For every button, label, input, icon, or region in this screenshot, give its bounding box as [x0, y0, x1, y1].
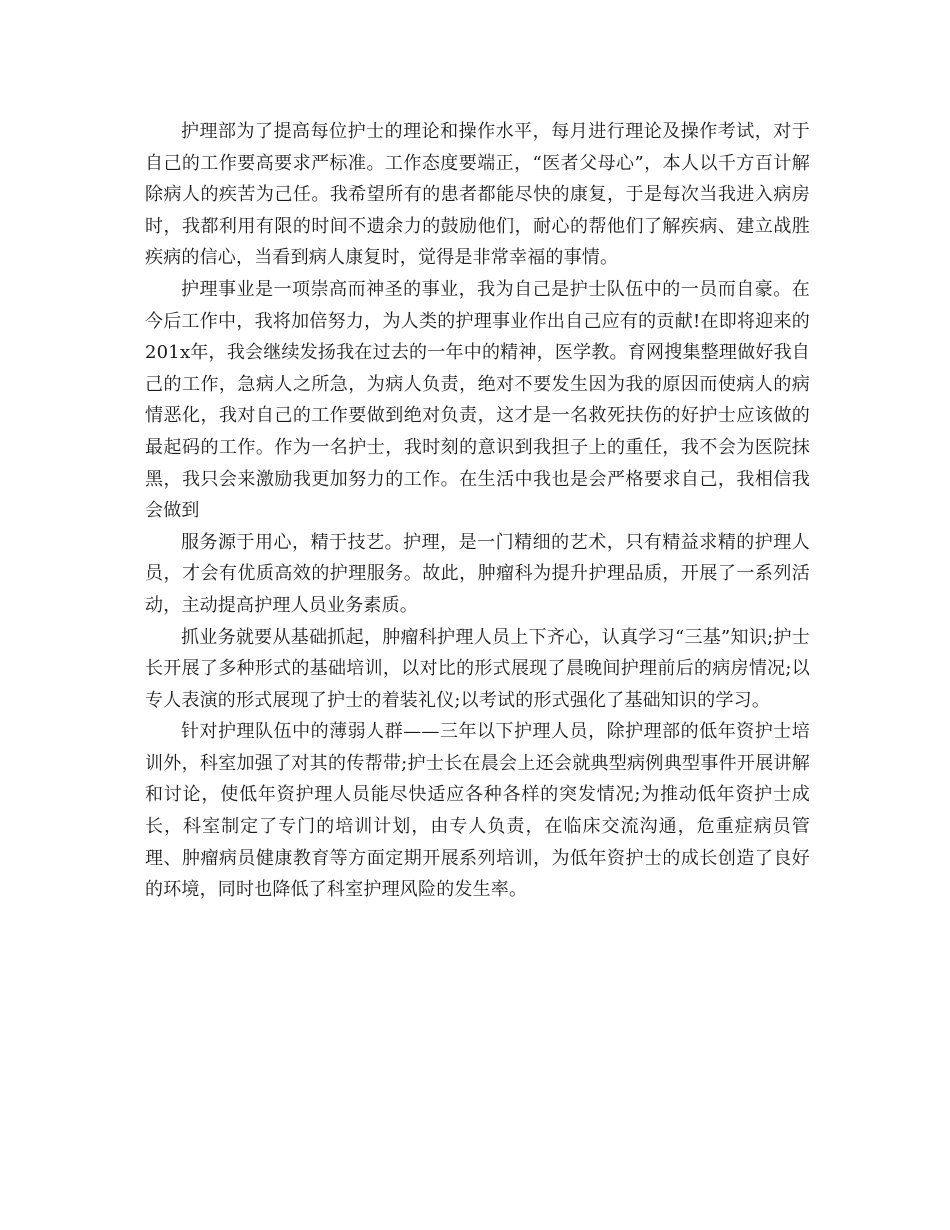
- document-body: [145, 116, 810, 906]
- paragraph-5: 针对护理队伍中的薄弱人群——三年以下护理人员，除护理部的低年资护士培训外，科室加强了对其的传帮带;护士长在晨会上还会就典型病例典型事件开展讲解和讨论，使低年资护理人员能尽快适应各种各样的突发情况;为推动低年资护士成长，科室制定了专门的培训计划，由专人负责，在临床交流沟通，危重症病员管理、肿瘤病员健康教育等方面定期开展系列培训，为低年资护士的成长创造了良好的环境，同时也降低了科室护理风险的发生率。: [145, 721, 810, 901]
- paragraph-3: 服务源于用心，精于技艺。护理，是一门精细的艺术，只有精益求精的护理人员，才会有优质高效的护理服务。故此，肿瘤科为提升护理品质，开展了一系列活动，主动提高护理人员业务素质。: [145, 531, 810, 616]
- paragraph-4: 抓业务就要从基础抓起，肿瘤科护理人员上下齐心，认真学习“三基”知识;护士长开展了多种形式的基础培训，以对比的形式展现了晨晚间护理前后的病房情况;以专人表演的形式展现了护士的着装礼仪;以考试的形式强化了基础知识的学习。: [145, 626, 810, 711]
- paragraph-1: 护理部为了提高每位护士的理论和操作水平，每月进行理论及操作考试，对于自己的工作要高要求严标准。工作态度要端正，“医者父母心”，本人以千方百计解除病人的疾苦为己任。我希望所有的患者都能尽快的康复，于是每次当我进入病房时，我都利用有限的时间不遗余力的鼓励他们，耐心的帮他们了解疾病、建立战胜疾病的信心，当看到病人康复时，觉得是非常幸福的事情。: [145, 121, 810, 269]
- paragraph-2: 护理事业是一项崇高而神圣的事业，我为自己是护士队伍中的一员而自豪。在今后工作中，我将加倍努力，为人类的护理事业作出自己应有的贡献!在即将迎来的201x年，我会继续发扬我在过去的一年中的精神，医学教。育网搜集整理做好我自己的工作，急病人之所急，为病人负责，绝对不要发生因为我的原因而使病人的病情恶化，我对自己的工作要做到绝对负责，这才是一名救死扶伤的好护士应该做的最起码的工作。作为一名护士，我时刻的意识到我担子上的重任，我不会为医院抹黑，我只会来激励我更加努力的工作。在生活中我也是会严格要求自己，我相信我会做到: [145, 278, 810, 522]
